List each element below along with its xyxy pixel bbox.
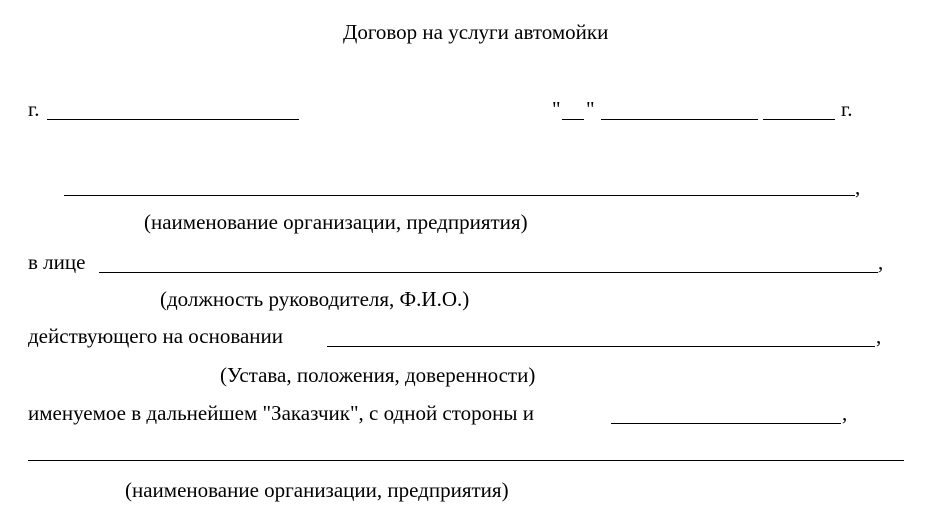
in-person-label: в лице	[28, 250, 86, 274]
contractor-comma: ,	[842, 401, 848, 425]
caption-org-1: (наименование организации, предприятия)	[144, 210, 528, 234]
org-name-blank-1	[64, 195, 855, 196]
caption-position: (должность руководителя, Ф.И.О.)	[160, 287, 470, 311]
date-close-quote: "	[586, 97, 595, 121]
acting-comma: ,	[876, 324, 882, 348]
org-name-blank-2	[28, 460, 904, 461]
org-name-comma-1: ,	[855, 175, 861, 199]
in-person-blank	[99, 272, 878, 273]
year-suffix: г.	[841, 97, 853, 121]
city-prefix: г.	[28, 97, 40, 121]
date-open-quote: "	[552, 97, 561, 121]
acting-label: действующего на основании	[28, 324, 284, 348]
hereinafter-text: именуемое в дальнейшем "Заказчик", с одной стороны и	[28, 401, 534, 425]
city-blank	[47, 119, 299, 120]
month-blank	[601, 119, 758, 120]
in-person-comma: ,	[878, 250, 884, 274]
acting-blank	[327, 346, 875, 347]
contractor-blank	[611, 423, 841, 424]
day-blank	[562, 119, 584, 120]
caption-org-2: (наименование организации, предприятия)	[125, 478, 509, 502]
caption-basis: (Устава, положения, доверенности)	[220, 363, 536, 387]
document-title: Договор на услуги автомойки	[343, 20, 609, 44]
year-blank	[763, 119, 835, 120]
